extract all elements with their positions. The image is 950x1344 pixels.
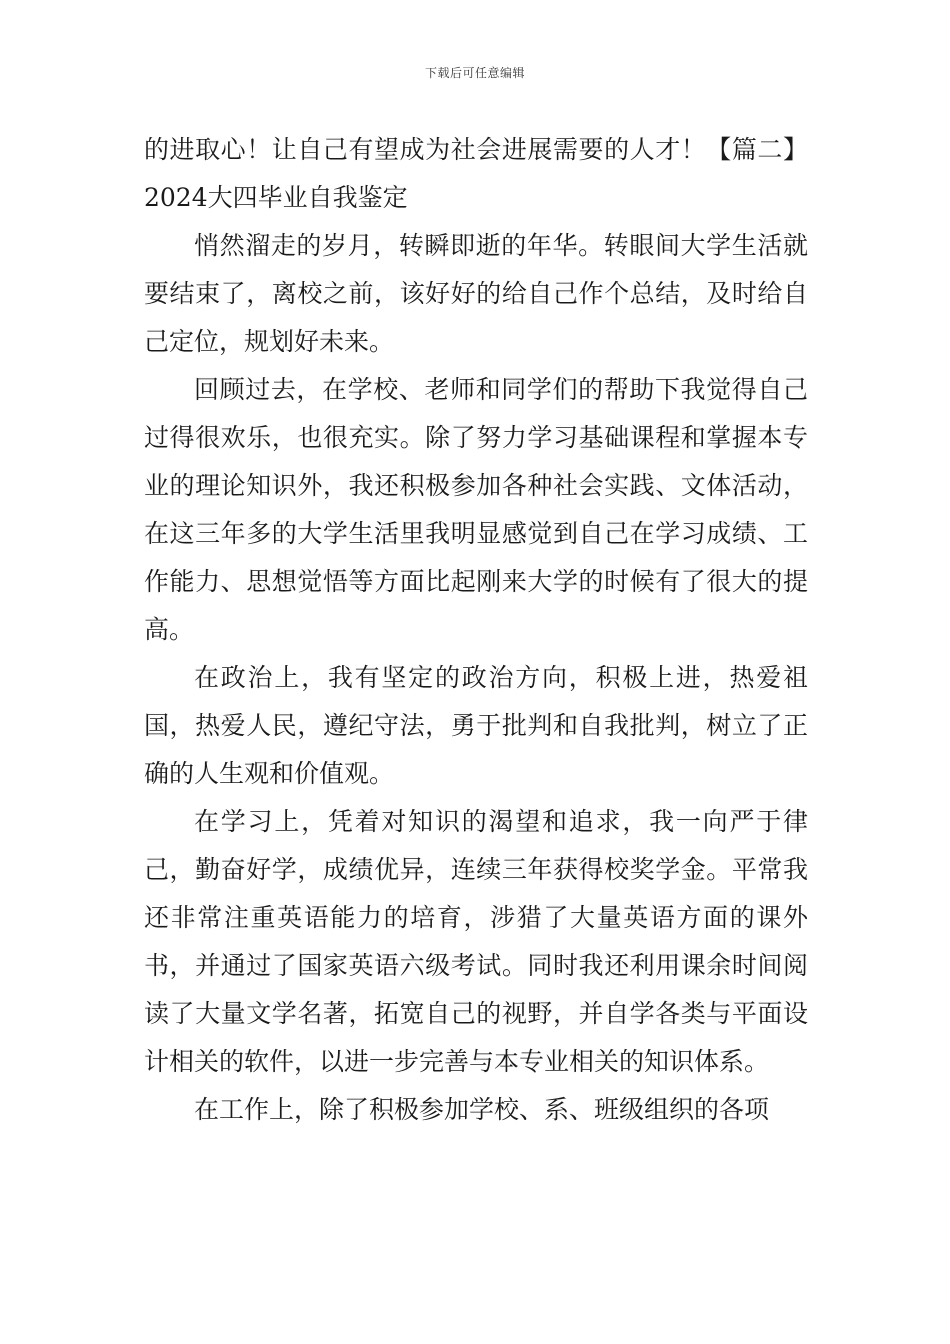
paragraph: 在工作上，除了积极参加学校、系、班级组织的各项 xyxy=(194,1095,770,1124)
page-header: 下载后可任意编辑 xyxy=(424,66,525,80)
document-body xyxy=(144,126,808,1134)
paragraph: 在政治上，我有坚定的政治方向，积极上进，热爱祖国，热爱人民，遵纪守法，勇于批判和自我批判，树立了正确的人生观和价值观。 xyxy=(144,663,808,788)
paragraph: 在学习上，凭着对知识的渴望和追求，我一向严于律己，勤奋好学，成绩优异，连续三年获得校奖学金。平常我还非常注重英语能力的培育，涉猎了大量英语方面的课外书，并通过了国家英语六级考试。同时我还利用课余时间阅读了大量文学名著，拓宽自己的视野，并自学各类与平面设计相关的软件，以进一步完善与本专业相关的知识体系。 xyxy=(144,807,808,1076)
paragraph: 的进取心！让自己有望成为社会进展需要的人才！【篇二】2024大四毕业自我鉴定 xyxy=(144,135,808,212)
paragraph: 回顾过去，在学校、老师和同学们的帮助下我觉得自己过得很欢乐，也很充实。除了努力学习基础课程和掌握本专业的理论知识外，我还积极参加各种社会实践、文体活动，在这三年多的大学生活里我明显感觉到自己在学习成绩、工作能力、思想觉悟等方面比起刚来大学的时候有了很大的提高。 xyxy=(144,375,808,644)
paragraph: 悄然溜走的岁月，转瞬即逝的年华。转眼间大学生活就要结束了，离校之前，该好好的给自己作个总结，及时给自己定位，规划好未来。 xyxy=(144,231,808,356)
